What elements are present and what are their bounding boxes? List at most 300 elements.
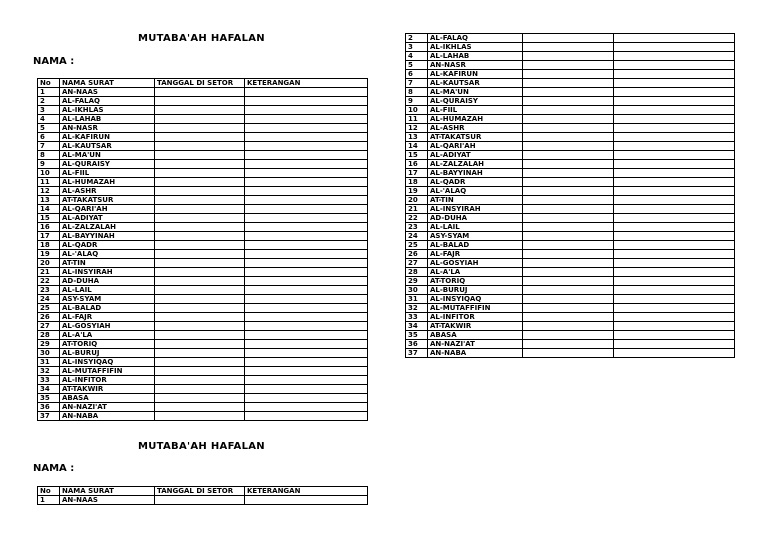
row-note-cell <box>245 259 368 268</box>
table-row <box>38 160 368 169</box>
row-date-cell <box>523 286 614 295</box>
row-surah-name: AL-INSYIQAQ <box>60 358 155 367</box>
col-header-no: No <box>38 487 60 496</box>
row-surah-name: AL-ZALZALAH <box>60 223 155 232</box>
table-row <box>406 340 735 349</box>
row-date-cell <box>155 115 245 124</box>
row-number: 34 <box>38 385 60 394</box>
row-date-cell <box>523 277 614 286</box>
row-surah-name: AL-GOSYIAH <box>428 259 523 268</box>
table-row <box>38 205 368 214</box>
row-number: 2 <box>38 97 60 106</box>
row-date-cell <box>155 304 245 313</box>
row-note-cell <box>245 277 368 286</box>
row-number: 5 <box>406 61 428 70</box>
col-header-date: TANGGAL DI SETOR <box>155 487 245 496</box>
row-date-cell <box>523 241 614 250</box>
row-number: 29 <box>38 340 60 349</box>
row-note-cell <box>614 259 735 268</box>
row-number: 10 <box>38 169 60 178</box>
row-number: 26 <box>406 250 428 259</box>
row-note-cell <box>614 214 735 223</box>
page-title: MUTABA'AH HAFALAN <box>138 33 265 44</box>
row-surah-name: AL-FALAQ <box>428 34 523 43</box>
table-row <box>38 97 368 106</box>
row-surah-name: AT-TIN <box>428 196 523 205</box>
row-date-cell <box>155 259 245 268</box>
row-surah-name: AL-HUMAZAH <box>428 115 523 124</box>
row-surah-name: AN-NAZI'AT <box>60 403 155 412</box>
row-surah-name: AL-IKHLAS <box>428 43 523 52</box>
row-date-cell <box>155 133 245 142</box>
row-note-cell <box>245 187 368 196</box>
row-note-cell <box>245 304 368 313</box>
row-date-cell <box>523 61 614 70</box>
row-note-cell <box>245 358 368 367</box>
row-number: 10 <box>406 106 428 115</box>
row-number: 32 <box>38 367 60 376</box>
row-date-cell <box>155 214 245 223</box>
table-row <box>38 376 368 385</box>
row-date-cell <box>523 169 614 178</box>
row-number: 1 <box>38 88 60 97</box>
row-surah-name: AL-BAYYINAH <box>60 232 155 241</box>
row-surah-name: AL-ASHR <box>428 124 523 133</box>
table-row <box>38 286 368 295</box>
row-surah-name: AL-KAUTSAR <box>60 142 155 151</box>
row-date-cell <box>155 313 245 322</box>
row-date-cell <box>523 232 614 241</box>
row-number: 4 <box>406 52 428 61</box>
table-row <box>406 331 735 340</box>
row-surah-name: AT-TORIQ <box>428 277 523 286</box>
table-row <box>38 178 368 187</box>
row-surah-name: AN-NAAS <box>60 88 155 97</box>
table-row <box>38 385 368 394</box>
row-date-cell <box>523 79 614 88</box>
row-number: 18 <box>38 241 60 250</box>
row-number: 22 <box>406 214 428 223</box>
row-surah-name: AL-BURUJ <box>60 349 155 358</box>
row-date-cell <box>523 259 614 268</box>
row-surah-name: AD-DUHA <box>60 277 155 286</box>
row-note-cell <box>614 106 735 115</box>
row-number: 8 <box>38 151 60 160</box>
row-surah-name: AL-FAJR <box>428 250 523 259</box>
hafalan-table-continuation <box>405 33 735 358</box>
row-date-cell <box>155 232 245 241</box>
row-surah-name: AL-MA'UN <box>60 151 155 160</box>
row-note-cell <box>245 496 368 505</box>
row-surah-name: AN-NAAS <box>60 496 155 505</box>
row-number: 11 <box>406 115 428 124</box>
row-date-cell <box>523 124 614 133</box>
row-surah-name: AN-NABA <box>60 412 155 421</box>
row-note-cell <box>614 295 735 304</box>
row-number: 31 <box>38 358 60 367</box>
row-note-cell <box>245 403 368 412</box>
row-note-cell <box>614 115 735 124</box>
hafalan-table-second <box>37 486 368 505</box>
row-note-cell <box>614 304 735 313</box>
row-surah-name: AL-KAFIRUN <box>428 70 523 79</box>
row-surah-name: AL-QADR <box>60 241 155 250</box>
table-row <box>406 160 735 169</box>
row-note-cell <box>614 286 735 295</box>
row-date-cell <box>523 43 614 52</box>
row-note-cell <box>614 232 735 241</box>
row-note-cell <box>614 178 735 187</box>
row-surah-name: AL-BALAD <box>60 304 155 313</box>
table-row <box>38 322 368 331</box>
table-row <box>38 313 368 322</box>
row-number: 28 <box>38 331 60 340</box>
row-surah-name: AN-NABA <box>428 349 523 358</box>
table-row <box>406 70 735 79</box>
table-row <box>38 331 368 340</box>
row-number: 19 <box>38 250 60 259</box>
row-number: 37 <box>38 412 60 421</box>
row-surah-name: ASY-SYAM <box>60 295 155 304</box>
row-number: 30 <box>406 286 428 295</box>
row-surah-name: ASY-SYAM <box>428 232 523 241</box>
row-number: 19 <box>406 187 428 196</box>
row-date-cell <box>523 322 614 331</box>
row-note-cell <box>614 205 735 214</box>
table-row <box>406 232 735 241</box>
row-date-cell <box>523 115 614 124</box>
table-row <box>38 106 368 115</box>
row-number: 12 <box>38 187 60 196</box>
row-surah-name: AT-TAKATSUR <box>428 133 523 142</box>
row-number: 24 <box>406 232 428 241</box>
row-surah-name: ABASA <box>60 394 155 403</box>
col-header-no: No <box>38 79 60 88</box>
row-date-cell <box>523 133 614 142</box>
row-surah-name: AL-A'LA <box>428 268 523 277</box>
row-date-cell <box>155 340 245 349</box>
row-note-cell <box>245 133 368 142</box>
row-date-cell <box>155 250 245 259</box>
table-row <box>38 196 368 205</box>
row-number: 33 <box>406 313 428 322</box>
table-row <box>38 412 368 421</box>
table-row <box>38 223 368 232</box>
table-row <box>406 268 735 277</box>
row-date-cell <box>523 88 614 97</box>
row-note-cell <box>614 151 735 160</box>
table-row <box>38 232 368 241</box>
row-note-cell <box>245 160 368 169</box>
row-surah-name: AL-KAFIRUN <box>60 133 155 142</box>
row-date-cell <box>155 142 245 151</box>
table-row <box>406 187 735 196</box>
table-row <box>406 241 735 250</box>
row-surah-name: AL-HUMAZAH <box>60 178 155 187</box>
table-row <box>406 250 735 259</box>
row-number: 15 <box>406 151 428 160</box>
row-surah-name: AT-TAKATSUR <box>60 196 155 205</box>
row-date-cell <box>155 169 245 178</box>
table-row <box>38 169 368 178</box>
table-row <box>406 178 735 187</box>
table-row <box>38 241 368 250</box>
row-date-cell <box>155 394 245 403</box>
row-number: 17 <box>38 232 60 241</box>
row-date-cell <box>155 178 245 187</box>
row-surah-name: ABASA <box>428 331 523 340</box>
row-date-cell <box>155 412 245 421</box>
row-note-cell <box>245 232 368 241</box>
row-surah-name: AL-LAIL <box>428 223 523 232</box>
col-header-note: KETERANGAN <box>245 79 368 88</box>
row-note-cell <box>245 394 368 403</box>
table-row <box>38 268 368 277</box>
row-surah-name: AL-QARI'AH <box>428 142 523 151</box>
row-number: 34 <box>406 322 428 331</box>
table-row <box>406 124 735 133</box>
table-row <box>38 394 368 403</box>
row-date-cell <box>155 322 245 331</box>
row-note-cell <box>245 169 368 178</box>
row-note-cell <box>245 124 368 133</box>
row-surah-name: AL-FAJR <box>60 313 155 322</box>
row-date-cell <box>155 295 245 304</box>
row-date-cell <box>523 331 614 340</box>
row-surah-name: AL-'ALAQ <box>60 250 155 259</box>
row-date-cell <box>523 340 614 349</box>
row-note-cell <box>245 367 368 376</box>
row-date-cell <box>523 151 614 160</box>
row-number: 13 <box>406 133 428 142</box>
row-date-cell <box>155 358 245 367</box>
row-note-cell <box>614 169 735 178</box>
row-note-cell <box>245 106 368 115</box>
row-number: 36 <box>406 340 428 349</box>
row-date-cell <box>155 241 245 250</box>
row-surah-name: AL-MUTAFFIFIN <box>428 304 523 313</box>
table-row <box>38 340 368 349</box>
row-surah-name: AN-NASR <box>428 61 523 70</box>
row-surah-name: AT-TIN <box>60 259 155 268</box>
table-row <box>38 277 368 286</box>
row-surah-name: AT-TAKWIR <box>428 322 523 331</box>
table-row <box>406 133 735 142</box>
row-number: 37 <box>406 349 428 358</box>
row-date-cell <box>155 205 245 214</box>
row-number: 24 <box>38 295 60 304</box>
row-note-cell <box>245 223 368 232</box>
row-date-cell <box>523 70 614 79</box>
row-date-cell <box>155 97 245 106</box>
row-date-cell <box>523 313 614 322</box>
row-number: 21 <box>406 205 428 214</box>
row-date-cell <box>155 367 245 376</box>
row-note-cell <box>614 196 735 205</box>
row-surah-name: AL-KAUTSAR <box>428 79 523 88</box>
row-number: 8 <box>406 88 428 97</box>
table-row <box>38 88 368 97</box>
row-surah-name: AL-QADR <box>428 178 523 187</box>
row-note-cell <box>614 43 735 52</box>
table-row <box>406 205 735 214</box>
row-number: 21 <box>38 268 60 277</box>
table-row <box>38 214 368 223</box>
row-number: 7 <box>406 79 428 88</box>
row-surah-name: AL-BALAD <box>428 241 523 250</box>
row-surah-name: AL-QURAISY <box>60 160 155 169</box>
row-surah-name: AT-TAKWIR <box>60 385 155 394</box>
row-number: 31 <box>406 295 428 304</box>
row-number: 14 <box>38 205 60 214</box>
table-row <box>406 34 735 43</box>
row-note-cell <box>614 322 735 331</box>
row-note-cell <box>614 88 735 97</box>
table-row <box>38 124 368 133</box>
row-date-cell <box>523 142 614 151</box>
row-number: 32 <box>406 304 428 313</box>
row-note-cell <box>614 97 735 106</box>
row-number: 25 <box>406 241 428 250</box>
row-surah-name: AL-INSYIRAH <box>428 205 523 214</box>
table-header-row <box>38 79 368 88</box>
row-date-cell <box>155 403 245 412</box>
row-number: 7 <box>38 142 60 151</box>
row-date-cell <box>523 106 614 115</box>
row-date-cell <box>523 196 614 205</box>
row-surah-name: AL-INFITOR <box>428 313 523 322</box>
row-note-cell <box>614 349 735 358</box>
table-row <box>406 286 735 295</box>
row-note-cell <box>245 385 368 394</box>
row-note-cell <box>614 70 735 79</box>
table-row <box>406 349 735 358</box>
row-number: 26 <box>38 313 60 322</box>
row-surah-name: AL-ADIYAT <box>60 214 155 223</box>
row-note-cell <box>245 88 368 97</box>
row-date-cell <box>523 268 614 277</box>
row-surah-name: AL-QARI'AH <box>60 205 155 214</box>
row-date-cell <box>155 106 245 115</box>
row-date-cell <box>155 331 245 340</box>
row-note-cell <box>614 160 735 169</box>
table-row <box>406 259 735 268</box>
row-number: 27 <box>406 259 428 268</box>
row-surah-name: AL-MA'UN <box>428 88 523 97</box>
table-row <box>38 358 368 367</box>
row-number: 36 <box>38 403 60 412</box>
row-surah-name: AL-LAIL <box>60 286 155 295</box>
row-date-cell <box>523 187 614 196</box>
row-note-cell <box>614 331 735 340</box>
row-note-cell <box>614 268 735 277</box>
table-row <box>406 196 735 205</box>
row-number: 17 <box>406 169 428 178</box>
table-row <box>38 250 368 259</box>
row-surah-name: AD-DUHA <box>428 214 523 223</box>
row-date-cell <box>155 151 245 160</box>
table-row <box>38 187 368 196</box>
row-number: 22 <box>38 277 60 286</box>
row-note-cell <box>614 52 735 61</box>
row-note-cell <box>614 277 735 286</box>
row-surah-name: AL-BURUJ <box>428 286 523 295</box>
table-row <box>38 259 368 268</box>
row-note-cell <box>614 142 735 151</box>
table-row <box>406 142 735 151</box>
table-row <box>38 295 368 304</box>
table-row <box>38 403 368 412</box>
nama-label-second: NAMA : <box>33 463 75 474</box>
row-number: 9 <box>406 97 428 106</box>
row-number: 4 <box>38 115 60 124</box>
row-note-cell <box>245 178 368 187</box>
row-date-cell <box>523 250 614 259</box>
row-date-cell <box>155 277 245 286</box>
row-date-cell <box>155 187 245 196</box>
row-date-cell <box>523 304 614 313</box>
table-row <box>38 115 368 124</box>
row-surah-name: AL-FIIL <box>428 106 523 115</box>
row-number: 23 <box>406 223 428 232</box>
table-row <box>406 214 735 223</box>
table-row <box>38 151 368 160</box>
row-number: 11 <box>38 178 60 187</box>
row-date-cell <box>155 496 245 505</box>
row-number: 30 <box>38 349 60 358</box>
hafalan-table-main <box>37 78 368 421</box>
row-date-cell <box>523 34 614 43</box>
row-note-cell <box>245 97 368 106</box>
row-date-cell <box>155 196 245 205</box>
table-row <box>38 367 368 376</box>
row-number: 18 <box>406 178 428 187</box>
row-date-cell <box>155 268 245 277</box>
row-surah-name: AL-INSYIRAH <box>60 268 155 277</box>
table-row <box>406 223 735 232</box>
table-row <box>38 496 368 505</box>
row-surah-name: AN-NAZI'AT <box>428 340 523 349</box>
row-number: 3 <box>38 106 60 115</box>
row-note-cell <box>245 196 368 205</box>
row-note-cell <box>614 61 735 70</box>
row-number: 14 <box>406 142 428 151</box>
row-number: 27 <box>38 322 60 331</box>
row-number: 35 <box>38 394 60 403</box>
row-number: 28 <box>406 268 428 277</box>
table-row <box>38 349 368 358</box>
row-number: 16 <box>406 160 428 169</box>
row-surah-name: AT-TORIQ <box>60 340 155 349</box>
row-note-cell <box>245 268 368 277</box>
row-surah-name: AL-MUTAFFIFIN <box>60 367 155 376</box>
row-note-cell <box>614 133 735 142</box>
row-note-cell <box>614 79 735 88</box>
table-row <box>406 106 735 115</box>
row-surah-name: AL-LAHAB <box>60 115 155 124</box>
row-number: 5 <box>38 124 60 133</box>
table-row <box>406 97 735 106</box>
row-note-cell <box>614 340 735 349</box>
row-date-cell <box>523 214 614 223</box>
table-row <box>406 277 735 286</box>
row-note-cell <box>245 142 368 151</box>
row-surah-name: AL-ASHR <box>60 187 155 196</box>
row-surah-name: AL-INFITOR <box>60 376 155 385</box>
row-number: 15 <box>38 214 60 223</box>
row-date-cell <box>523 178 614 187</box>
row-date-cell <box>155 160 245 169</box>
